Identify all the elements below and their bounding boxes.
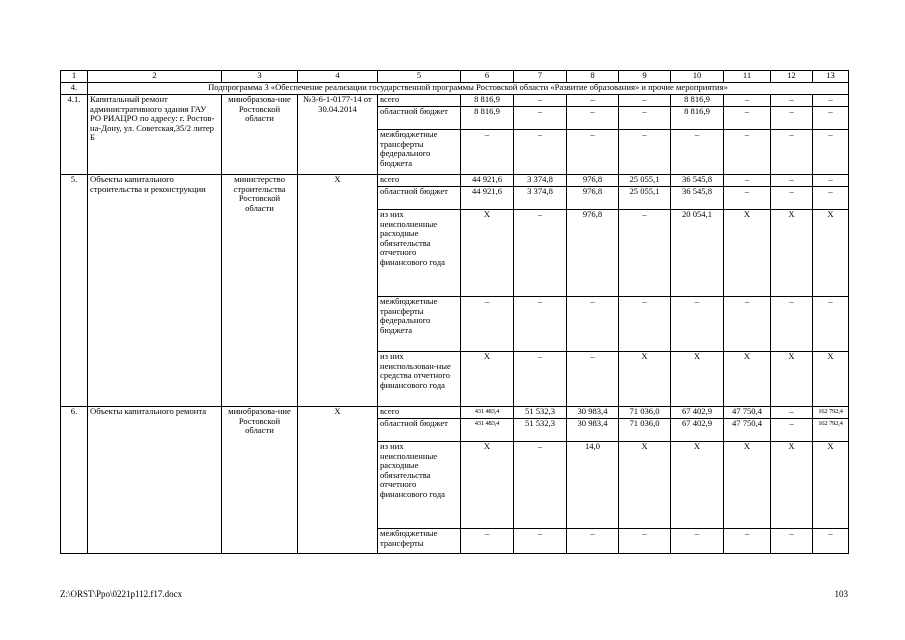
value-cell: 36 545,8 <box>671 187 724 210</box>
item-name: Объекты капитального строительства и реконструкции <box>88 175 222 407</box>
value-cell: – <box>619 95 671 107</box>
value-cell: 8 816,9 <box>671 107 724 130</box>
section-title: Подпрограмма 3 «Обеспечение реализации государственной программы Ростовской области «Развитие образования» и прочие мероприятия» <box>88 83 849 95</box>
value-cell: Х <box>771 442 813 529</box>
column-number-cell: 10 <box>671 71 724 83</box>
column-number-cell: 4 <box>298 71 378 83</box>
value-cell: – <box>813 529 849 554</box>
item-document: №3-6-1-0177-14 от 30.04.2014 <box>298 95 378 175</box>
funding-source: областной бюджет <box>378 187 461 210</box>
value-cell: Х <box>619 442 671 529</box>
value-cell: 71 036,0 <box>619 407 671 419</box>
table-row <box>61 95 849 107</box>
value-cell: – <box>619 529 671 554</box>
value-cell: – <box>619 210 671 297</box>
funding-source: из них неиспользован-ные средства отчетного финансового года <box>378 352 461 407</box>
column-number-cell: 8 <box>567 71 619 83</box>
value-cell: – <box>567 297 619 352</box>
item-name: Объекты капитального ремонта <box>88 407 222 554</box>
value-cell: – <box>514 442 567 529</box>
item-executor: минобразова-ние Ростовской области <box>222 407 298 554</box>
value-cell: – <box>771 529 813 554</box>
value-cell: – <box>771 419 813 442</box>
value-cell: Х <box>461 352 514 407</box>
value-cell: 431 483,4 <box>461 419 514 442</box>
column-number-cell: 2 <box>88 71 222 83</box>
value-cell: 3 374,8 <box>514 175 567 187</box>
value-cell: – <box>813 107 849 130</box>
column-number-cell: 6 <box>461 71 514 83</box>
value-cell: 976,8 <box>567 175 619 187</box>
value-cell: – <box>514 130 567 175</box>
header-row <box>61 71 849 83</box>
value-cell: 44 921,6 <box>461 175 514 187</box>
value-cell: Х <box>724 442 771 529</box>
value-cell: 25 055,1 <box>619 187 671 210</box>
value-cell: 67 402,9 <box>671 407 724 419</box>
column-number-cell: 9 <box>619 71 671 83</box>
value-cell: 8 816,9 <box>671 95 724 107</box>
value-cell: – <box>461 130 514 175</box>
value-cell: – <box>771 407 813 419</box>
value-cell: 20 054,1 <box>671 210 724 297</box>
value-cell: – <box>567 107 619 130</box>
value-cell: – <box>671 529 724 554</box>
value-cell: – <box>461 297 514 352</box>
value-cell: 30 983,4 <box>567 419 619 442</box>
funding-source: областной бюджет <box>378 107 461 130</box>
value-cell: 30 983,4 <box>567 407 619 419</box>
table-row <box>61 407 849 419</box>
value-cell: 162 792,4 <box>813 407 849 419</box>
column-number-cell: 1 <box>61 71 88 83</box>
value-cell: – <box>461 529 514 554</box>
value-cell: – <box>514 210 567 297</box>
funding-source: межбюджетные трансферты федерального бюджета <box>378 130 461 175</box>
value-cell: 47 750,4 <box>724 407 771 419</box>
value-cell: 25 055,1 <box>619 175 671 187</box>
funding-source: межбюджетные трансферты федерального бюджета <box>378 297 461 352</box>
item-executor: министерство строительства Ростовской области <box>222 175 298 407</box>
item-number: 5. <box>61 175 88 407</box>
budget-table <box>60 70 849 554</box>
value-cell: – <box>514 297 567 352</box>
value-cell: – <box>771 130 813 175</box>
value-cell: 431 483,4 <box>461 407 514 419</box>
value-cell: – <box>514 352 567 407</box>
value-cell: – <box>567 352 619 407</box>
value-cell: 36 545,8 <box>671 175 724 187</box>
value-cell: 8 816,9 <box>461 107 514 130</box>
value-cell: – <box>724 95 771 107</box>
value-cell: 162 792,4 <box>813 419 849 442</box>
funding-source: из них неисполненные расходные обязательства отчетного финансового года <box>378 442 461 529</box>
item-number: 4.1. <box>61 95 88 175</box>
funding-source: всего <box>378 95 461 107</box>
value-cell: 14,0 <box>567 442 619 529</box>
value-cell: – <box>567 130 619 175</box>
value-cell: – <box>514 95 567 107</box>
value-cell: – <box>813 297 849 352</box>
footer-page-number: 103 <box>834 589 848 599</box>
footer-file-path: Z:\ORST\Ppo\0221p112.f17.docx <box>60 589 183 599</box>
value-cell: – <box>514 529 567 554</box>
value-cell: – <box>771 187 813 210</box>
section-number: 4. <box>61 83 88 95</box>
value-cell: 47 750,4 <box>724 419 771 442</box>
value-cell: – <box>724 130 771 175</box>
value-cell: Х <box>671 442 724 529</box>
value-cell: – <box>724 187 771 210</box>
table-row <box>61 175 849 187</box>
value-cell: – <box>724 529 771 554</box>
value-cell: 51 532,3 <box>514 419 567 442</box>
value-cell: 44 921,6 <box>461 187 514 210</box>
item-executor: минобразова-ние Ростовской области <box>222 95 298 175</box>
funding-source: всего <box>378 407 461 419</box>
value-cell: Х <box>461 442 514 529</box>
value-cell: 976,8 <box>567 187 619 210</box>
value-cell: – <box>514 107 567 130</box>
column-number-cell: 13 <box>813 71 849 83</box>
value-cell: Х <box>771 352 813 407</box>
funding-source: из них неисполненные расходные обязательства отчетного финансового года <box>378 210 461 297</box>
value-cell: Х <box>724 352 771 407</box>
item-number: 6. <box>61 407 88 554</box>
value-cell: 51 532,3 <box>514 407 567 419</box>
value-cell: Х <box>771 210 813 297</box>
value-cell: – <box>671 297 724 352</box>
funding-source: областной бюджет <box>378 419 461 442</box>
column-number-cell: 7 <box>514 71 567 83</box>
value-cell: – <box>771 107 813 130</box>
column-number-cell: 5 <box>378 71 461 83</box>
value-cell: – <box>771 95 813 107</box>
value-cell: – <box>619 107 671 130</box>
value-cell: – <box>567 529 619 554</box>
value-cell: 71 036,0 <box>619 419 671 442</box>
value-cell: – <box>619 130 671 175</box>
column-number-cell: 12 <box>771 71 813 83</box>
item-document: Х <box>298 175 378 407</box>
value-cell: – <box>567 95 619 107</box>
value-cell: – <box>771 175 813 187</box>
value-cell: – <box>619 297 671 352</box>
value-cell: – <box>813 187 849 210</box>
column-number-cell: 3 <box>222 71 298 83</box>
value-cell: – <box>813 95 849 107</box>
value-cell: Х <box>619 352 671 407</box>
value-cell: Х <box>724 210 771 297</box>
value-cell: Х <box>813 352 849 407</box>
item-document: Х <box>298 407 378 554</box>
value-cell: Х <box>813 442 849 529</box>
value-cell: – <box>671 130 724 175</box>
value-cell: – <box>724 297 771 352</box>
value-cell: Х <box>461 210 514 297</box>
item-name: Капитальный ремонт административного здания ГАУ РО РИАЦРО по адресу: г. Ростов-на-Дону, ул. Советская,35/2 литер Б <box>88 95 222 175</box>
value-cell: Х <box>671 352 724 407</box>
value-cell: 8 816,9 <box>461 95 514 107</box>
value-cell: – <box>813 175 849 187</box>
value-cell: – <box>724 175 771 187</box>
value-cell: 976,8 <box>567 210 619 297</box>
column-number-cell: 11 <box>724 71 771 83</box>
value-cell: – <box>724 107 771 130</box>
value-cell: 67 402,9 <box>671 419 724 442</box>
section-row <box>61 83 849 95</box>
funding-source: всего <box>378 175 461 187</box>
funding-source: межбюджетные трансферты <box>378 529 461 554</box>
value-cell: 3 374,8 <box>514 187 567 210</box>
value-cell: – <box>813 130 849 175</box>
value-cell: – <box>771 297 813 352</box>
value-cell: Х <box>813 210 849 297</box>
